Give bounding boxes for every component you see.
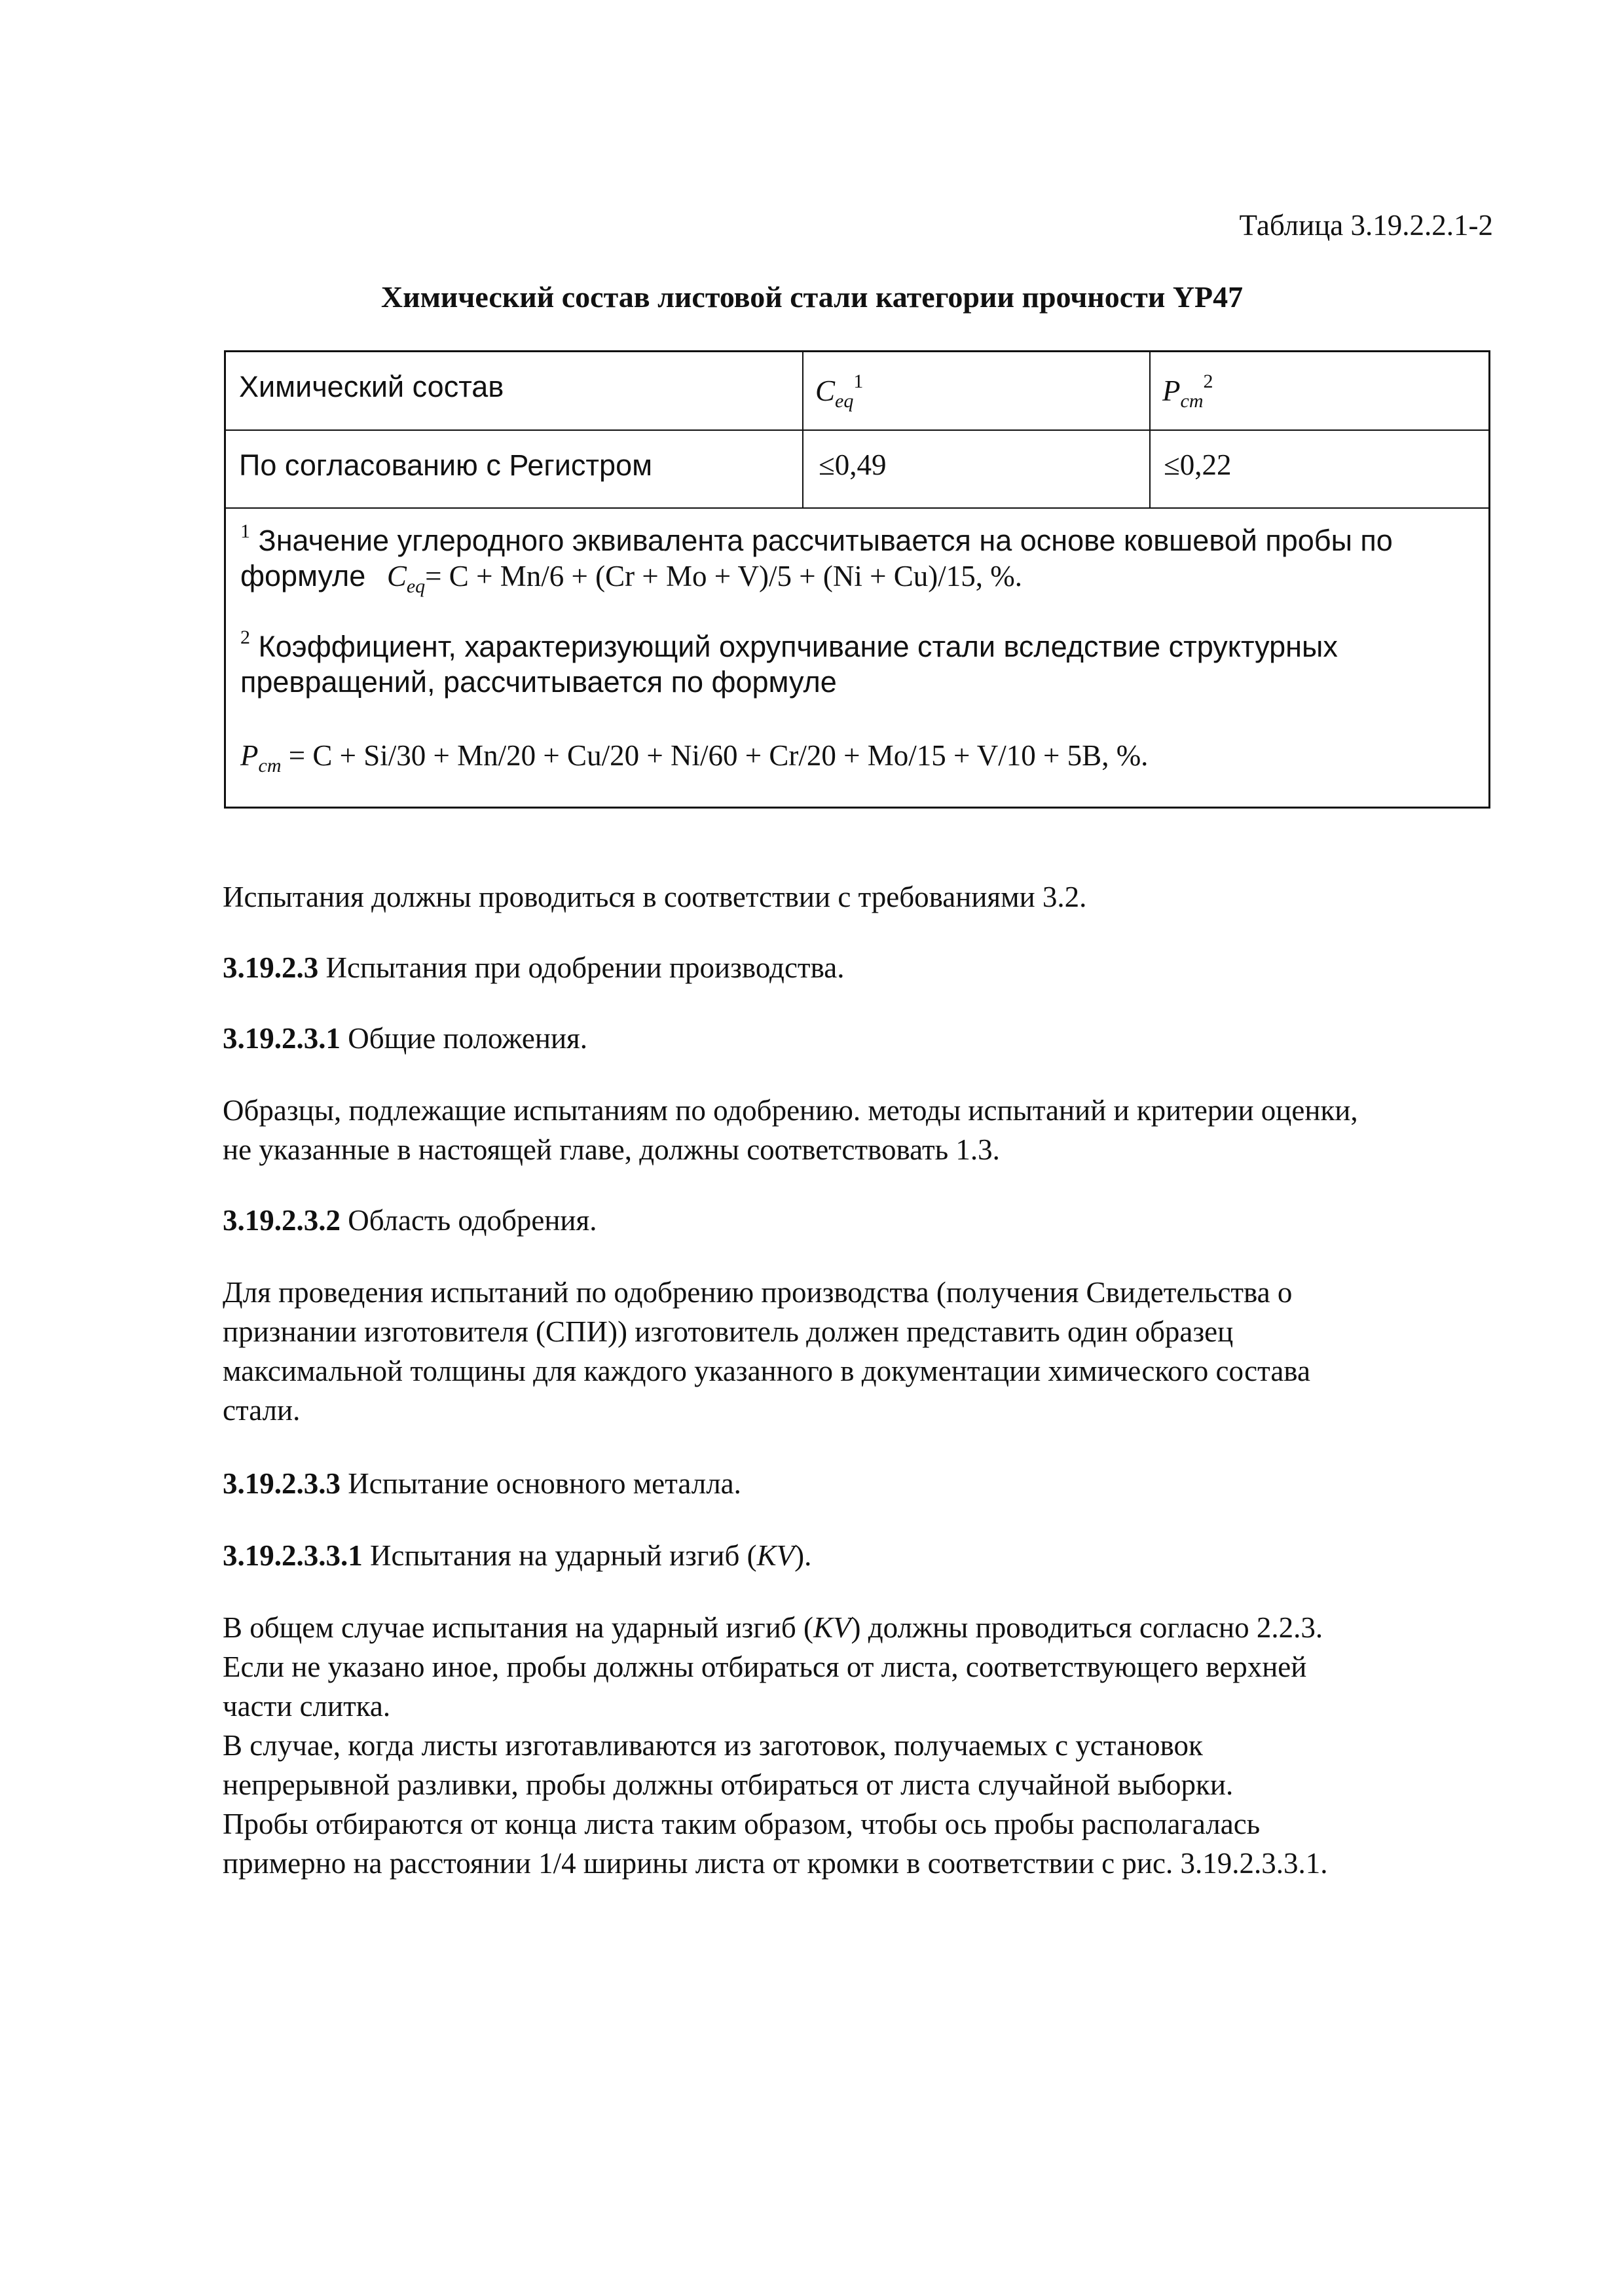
footnote-2-line1: $^2$ Коэффициент, характеризующий охрупчивание стали вследствие структурных xyxy=(240,627,1338,663)
table-divider xyxy=(226,429,1488,431)
row-pcm-value: ≤0,22 xyxy=(1164,448,1232,481)
table-divider xyxy=(1149,352,1151,507)
composition-table xyxy=(224,350,1490,809)
section-heading-3-19-2-3-2: 3.19.2.3.2 Область одобрения. xyxy=(223,1204,597,1237)
footnote-2-formula: $P_{cm} = C + Si/30 + Mn/20 + Cu/20 + Ni/60 + Cr/20 + Mo/15 + V/10 + 5B$, %. xyxy=(240,739,1149,776)
table-title: Химический состав листовой стали категории прочности YP47 xyxy=(380,280,1244,314)
table-divider xyxy=(802,352,803,507)
footnote-2-line2: превращений, рассчитывается по формуле xyxy=(240,665,837,699)
table-caption: Таблица 3.19.2.2.1-2 xyxy=(1239,209,1493,242)
header-pcm: $P_{cm}^2$ xyxy=(1162,371,1213,412)
paragraph-impact-test: В общем случае испытания на ударный изгиб (KV) должны проводиться согласно 2.2.3. Если не указано иное, пробы должны отбираться от листа, соответствующего верхней части слитка. В случае, когда листы изготавливаются из заготовок, получаемых с установок непрерывной разливки, пробы должны отбираться от листа случайной выборки. Пробы отбираются от конца листа таким образом, чтобы ось пробы располагалась примерно на расстоянии 1/4 ширины листа от кромки в соответствии с рис. 3.19.2.3.3.1. xyxy=(223,1611,1328,1880)
section-heading-3-19-2-3-1: 3.19.2.3.1 Общие положения. xyxy=(223,1022,588,1055)
section-heading-3-19-2-3: 3.19.2.3 Испытания при одобрении производства. xyxy=(223,951,845,984)
section-heading-3-19-2-3-3-1: 3.19.2.3.3.1 Испытания на ударный изгиб (KV). xyxy=(223,1539,812,1572)
header-ceq: $C_{eq}^1$ xyxy=(815,371,864,412)
footnote-1-formula: формуле $C_{eq}= C + Mn/6 + (Cr + Mo + V)/5 + (Ni + Cu)/15$, %. xyxy=(240,559,1022,597)
paragraph-samples: Образцы, подлежащие испытаниям по одобрению. методы испытаний и критерии оценки, не указанные в настоящей главе, должны соответствовать 1.3. xyxy=(223,1094,1358,1166)
row-ceq-value: ≤0,49 xyxy=(819,448,887,481)
table-divider xyxy=(226,507,1488,509)
row-agreement: По согласованию с Регистром xyxy=(239,448,653,482)
section-heading-3-19-2-3-3: 3.19.2.3.3 Испытание основного металла. xyxy=(223,1467,741,1500)
header-chem-composition: Химический состав xyxy=(239,370,504,403)
footnote-1-line1: $^1$ Значение углеродного эквивалента рассчитывается на основе ковшевой пробы по xyxy=(240,520,1393,557)
paragraph-tests-requirement: Испытания должны проводиться в соответствии с требованиями 3.2. xyxy=(223,881,1087,913)
paragraph-approval-scope: Для проведения испытаний по одобрению производства (получения Свидетельства о признании изготовителя (СПИ)) изготовитель должен представить один образец максимальной толщины для каждого указанного в документации химического состава стали. xyxy=(223,1276,1310,1427)
